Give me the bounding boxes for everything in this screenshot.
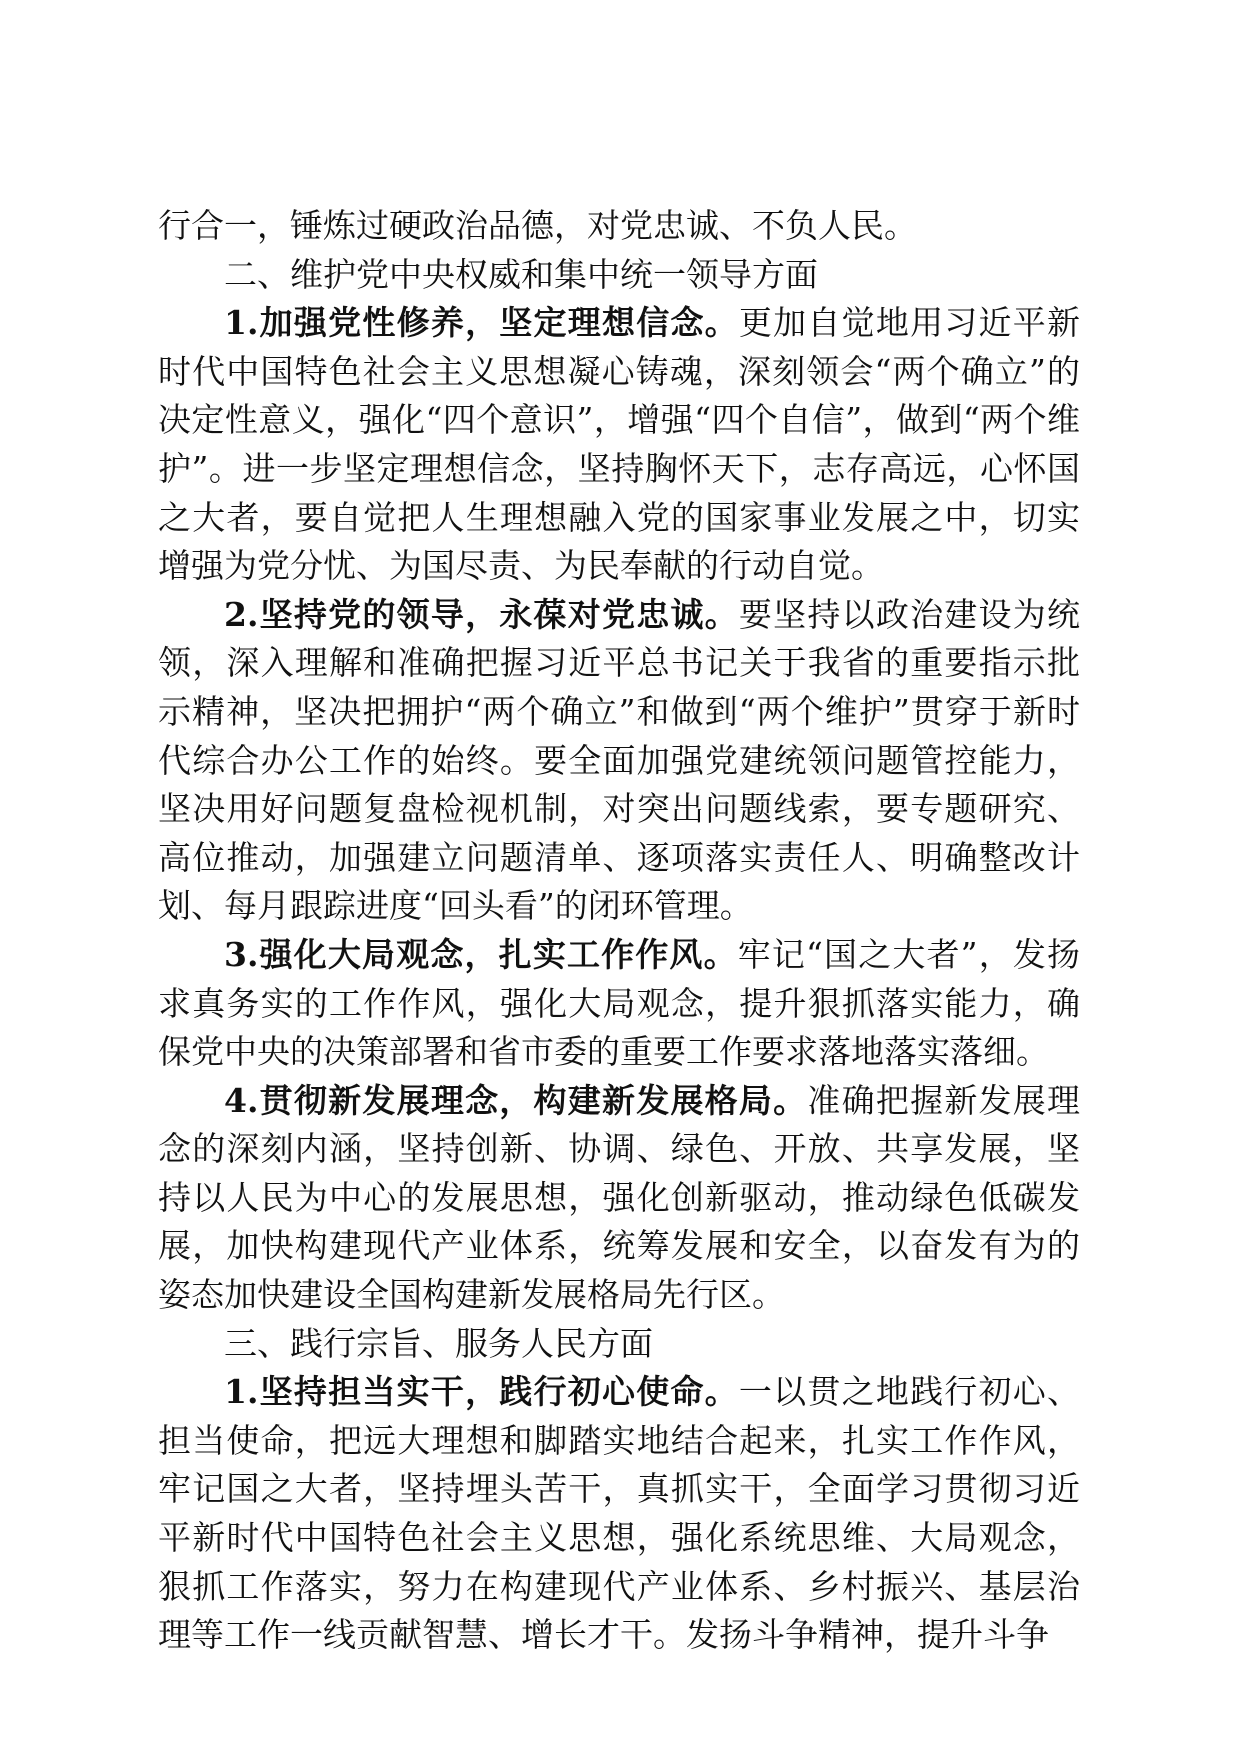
- paragraph-2-4: [158, 1077, 1080, 1320]
- paragraph-2-2: [158, 591, 1080, 931]
- paragraph-3-1: [158, 1368, 1080, 1660]
- paragraph-lead: 3.强化大局观念，扎实工作作风。: [224, 934, 738, 974]
- paragraph-body: 准确把握新发展理念的深刻内涵，坚持创新、协调、绿色、开放、共享发展，坚持以人民为中心的发展思想，强化创新驱动，推动绿色低碳发展，加快构建现代产业体系，统筹发展和安全，以奋发有为的姿态加快建设全国构建新发展格局先行区。: [158, 1080, 1081, 1315]
- section-heading-2: 二、维护党中央权威和集中统一领导方面: [224, 254, 818, 294]
- paragraph-body: 牢记“国之大者”，发扬求真务实的工作作风，强化大局观念，提升狠抓落实能力，确保党中央的决策部署和省市委的重要工作要求落地落实落细。: [158, 934, 1080, 1072]
- paragraph-2-1: [158, 299, 1080, 591]
- section-heading-3: 三、践行宗旨、服务人民方面: [224, 1323, 653, 1363]
- document-body: [158, 202, 1080, 1660]
- paragraph-body: 要坚持以政治建设为统领，深入理解和准确把握习近平总书记关于我省的重要指示批示精神，坚决把拥护“两个确立”和做到“两个维护”贯穿于新时代综合办公工作的始终。要全面加强党建统领问题管控能力，坚决用好问题复盘检视机制，对突出问题线索，要专题研究、高位推动，加强建立问题清单、逐项落实责任人、明确整改计划、每月跟踪进度“回头看”的闭环管理。: [158, 594, 1081, 926]
- paragraph-lead: 1.加强党性修养，坚定理想信念。: [224, 303, 739, 343]
- paragraph-body: 更加自觉地用习近平新时代中国特色社会主义思想凝心铸魂，深刻领会“两个确立”的决定性意义，强化“四个意识”，增强“四个自信”，做到“两个维护”。进一步坚定理想信念，坚持胸怀天下，志存高远，心怀国之大者，要自觉把人生理想融入党的国家事业发展之中，切实增强为党分忧、为国尽责、为民奉献的行动自觉。: [158, 303, 1081, 586]
- paragraph-lead: 4.贯彻新发展理念，构建新发展格局。: [224, 1080, 808, 1120]
- paragraph-2-3: [158, 931, 1080, 1077]
- paragraph-lead: 1.坚持担当实干，践行初心使命。: [224, 1372, 739, 1412]
- paragraph-body: 一以贯之地践行初心、担当使命，把远大理想和脚踏实地结合起来，扎实工作作风，牢记国之大者，坚持埋头苦干，真抓实干，全面学习贯彻习近平新时代中国特色社会主义思想，强化系统思维、大局观念，狠抓工作落实，努力在构建现代产业体系、乡村振兴、基层治理等工作一线贡献智慧、增长才干。发扬斗争精神，提升斗争: [158, 1372, 1081, 1655]
- continuation-paragraph: 行合一，锤炼过硬政治品德，对党忠诚、不负人民。: [158, 206, 917, 245]
- paragraph-lead: 2.坚持党的领导，永葆对党忠诚。: [224, 594, 739, 634]
